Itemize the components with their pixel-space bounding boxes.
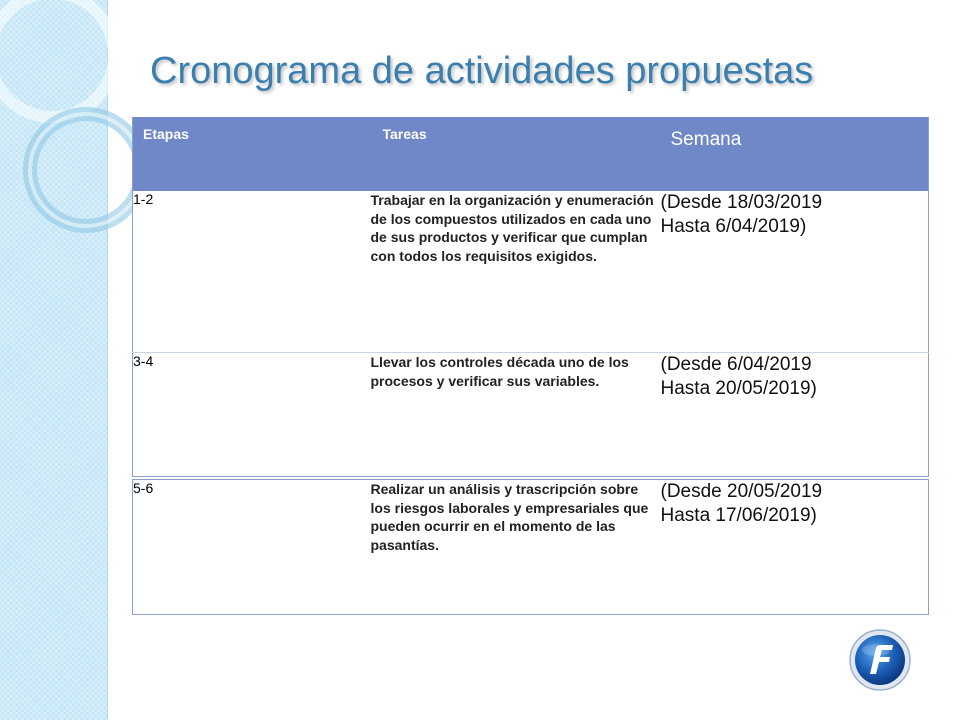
semana-hasta: Hasta 20/05/2019) — [660, 378, 817, 399]
semana-hasta: Hasta 17/06/2019) — [660, 505, 817, 526]
semana-desde: (Desde 20/05/2019 — [660, 481, 823, 502]
header-etapas: Etapas — [133, 117, 371, 191]
semana-hasta: Hasta 6/04/2019) — [660, 216, 807, 237]
semana-cell — [661, 478, 929, 615]
schedule-table — [132, 117, 929, 615]
table-row — [133, 478, 929, 615]
decorative-rings — [0, 0, 140, 260]
tarea-cell: Llevar los controles década uno de los procesos y verificar sus variables. — [371, 353, 661, 479]
header-tareas: Tareas — [371, 117, 661, 191]
tarea-cell: Trabajar en la organización y enumeración de los compuestos utilizados en cada uno de sus productos y verificar que cumplan con todos los requisitos exigidos. — [371, 191, 661, 353]
slide-title: Cronograma de actividades propuestas — [150, 50, 814, 92]
semana-desde: (Desde 18/03/2019 — [660, 192, 823, 213]
etapa-cell: 1-2 — [133, 191, 371, 353]
semana-desde: (Desde 6/04/2019 — [660, 354, 812, 375]
table-row — [133, 191, 929, 353]
etapa-cell: 5-6 — [133, 478, 371, 615]
table-row — [133, 353, 929, 479]
semana-cell — [661, 191, 929, 353]
tarea-cell: Realizar un análisis y trascripción sobre los riesgos laborales y empresariales que pueden ocurrir en el momento de las pasantías. — [371, 478, 661, 615]
header-semana: Semana — [661, 117, 929, 191]
semana-cell — [661, 353, 929, 479]
header-row — [133, 117, 929, 191]
etapa-cell: 3-4 — [133, 353, 371, 479]
f-logo-icon — [848, 628, 912, 692]
